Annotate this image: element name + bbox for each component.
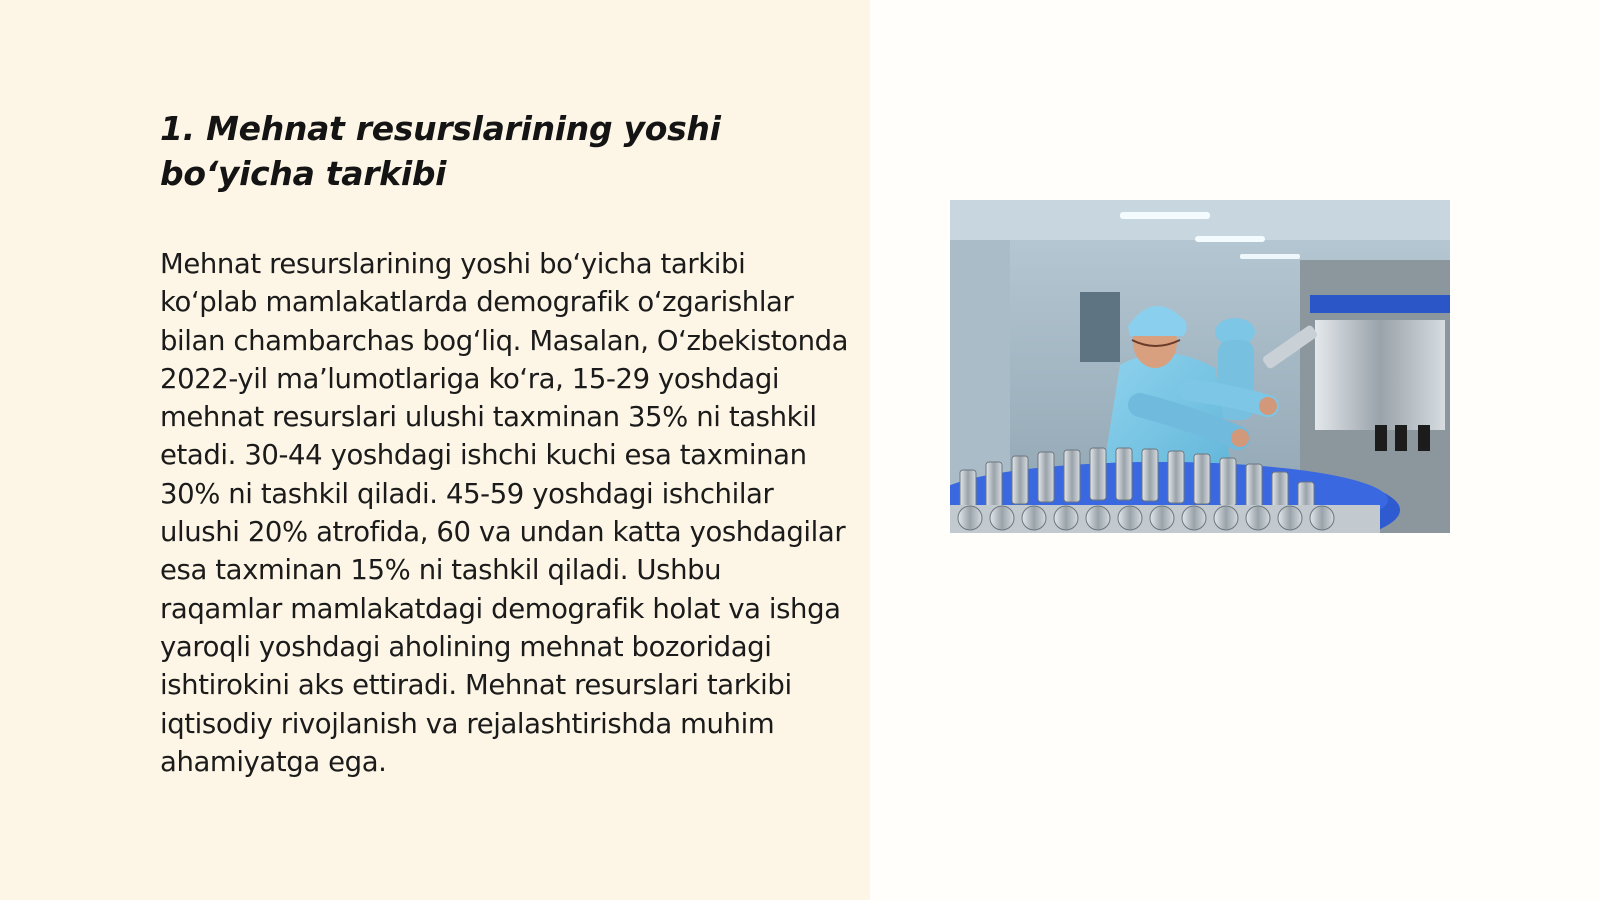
slide-title: 1. Mehnat resurslarining yoshi bo‘yicha tarkibi (160, 109, 721, 193)
slide-body-text: Mehnat resurslarining yoshi bo‘yicha tarkibi ko‘plab mamlakatlarda demografik o‘zgarishlar bilan chambarchas bog‘liq. Masalan, O‘zbekistonda 2022-yil ma’lumotlariga ko‘ra, 15-29 yoshdagi mehnat resurslari ulushi taxminan 35% ni tashkil etadi. 30-44 yoshdagi ishchi kuchi esa taxminan 30% ni tashkil qiladi. 45-59 yoshdagi ishchilar ulushi 20% atrofida, 60 va undan katta yoshdagilar esa taxminan 15% ni tashkil qiladi. Ushbu raqamlar mamlakatdagi demografik holat va ishga yaroqli yoshdagi aholining mehnat bozoridagi ishtirokini aks ettiradi. Mehnat resurslari tarkibi iqtisodiy rivojlanish va rejalashtirishda muhim ahamiyatga ega. (160, 248, 849, 778)
factory-worker-illustration (950, 200, 1450, 533)
factory-worker-photo (950, 200, 1450, 533)
